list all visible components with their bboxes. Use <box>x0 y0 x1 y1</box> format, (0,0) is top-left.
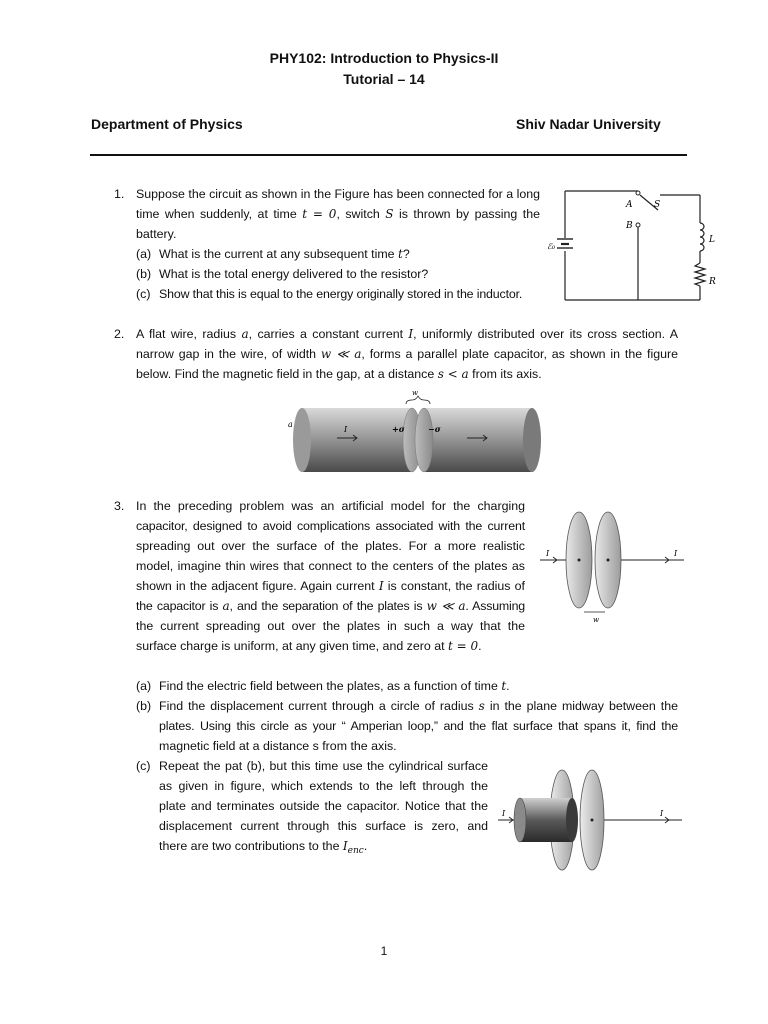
q3b-line: magnetic field at a distance s from the axis. <box>159 739 397 753</box>
q3a-label: (a) <box>136 679 152 693</box>
q3-fig-label-i-left: I <box>546 549 550 558</box>
q3c-text <box>159 756 488 861</box>
q1a-text: What is the current at any subsequent time t? <box>159 247 410 261</box>
q1b-label: (b) <box>136 267 152 281</box>
q1-fig-label-s: S <box>654 200 661 210</box>
q1-line: battery. <box>136 227 177 241</box>
q1-fig-label-a: A <box>626 200 633 210</box>
q3c-label: (c) <box>136 759 151 773</box>
q3-line: surface charge is uniform, at any given time, and zero at t = 0. <box>136 639 482 653</box>
q3a-text: Find the electric field between the plates, as a function of time t. <box>159 679 510 693</box>
q2-fig-label-w: w <box>412 389 418 397</box>
q2-number: 2. <box>114 327 125 341</box>
page-number: 1 <box>380 944 388 958</box>
q1b-text: What is the total energy delivered to the resistor? <box>159 267 429 281</box>
q2-wire-gap-figure <box>282 388 542 476</box>
q1-fig-label-l: L <box>709 235 715 245</box>
q2-fig-label-i: I <box>344 425 348 434</box>
q3c-cylinder-figure <box>494 764 684 874</box>
q3-fig-label-w: w <box>593 616 599 624</box>
q3c-line: plate and terminates outside the capacitor. Notice that the <box>159 799 488 813</box>
q3b-line: plates. Using this circle as your “ Amperian loop,” and the flat surface that spans it, find the <box>159 719 678 733</box>
q3-line: the capacitor is a, and the separation of the plates is w ≪ a. Assuming <box>136 599 525 613</box>
q3b-line: Find the displacement current through a circle of radius s in the plane midway between the <box>159 699 678 713</box>
q3c-line: there are two contributions to the $I_{enc}$. <box>159 839 368 856</box>
q3-stem <box>136 496 525 656</box>
q1a-label: (a) <box>136 247 152 261</box>
q3-line: In the preceding problem was an artificial model for the charging <box>136 499 525 513</box>
header-rule <box>90 154 687 156</box>
q3c-line: displacement current through this surface is zero, and <box>159 819 488 833</box>
q3c-line: as given in figure, which extends to the left through the <box>159 779 488 793</box>
q3-line: capacitor, designed to avoid complications associated with the current <box>136 519 525 533</box>
q3c-fig-label-i-left: I <box>502 809 506 818</box>
q1-fig-label-b: B <box>626 221 633 231</box>
q1-line: time when suddenly, at time t = 0, switch S is thrown by passing the <box>136 207 541 221</box>
q2-fig-label-a: a <box>288 420 293 429</box>
q1-fig-label-r: R <box>709 277 716 287</box>
q3-line: model, imagine thin wires that connect to the centers of the plates as <box>136 559 525 573</box>
q2-line: A flat wire, radius a, carries a constant current I, uniformly distributed over its cross section. A <box>136 327 678 341</box>
course-title: PHY102: Introduction to Physics-II <box>269 50 499 66</box>
university-name: Shiv Nadar University <box>516 116 661 132</box>
q3c-fig-label-i-right: I <box>660 809 664 818</box>
q3-number: 3. <box>114 499 125 513</box>
q3b-label: (b) <box>136 699 152 713</box>
tutorial-title: Tutorial – 14 <box>343 71 425 87</box>
q3-fig-label-i-right: I <box>674 549 678 558</box>
q1-fig-label-emf: ℰ₀ <box>547 242 556 251</box>
q2-fig-label-plus: +σ <box>392 424 405 434</box>
q1c-label: (c) <box>136 287 151 301</box>
q1c-text: Show that this is equal to the energy originally stored in the inductor. <box>159 287 523 301</box>
q3-line: the current spreading out over the plates in such a way that the <box>136 619 525 633</box>
department-name: Department of Physics <box>91 116 243 132</box>
q3-line: spreading out over the surface of the plates. For a more realistic <box>136 539 525 553</box>
q2-stem <box>136 324 678 384</box>
q3-capacitor-figure <box>536 508 686 626</box>
q2-line: below. Find the magnetic field in the gap, at a distance s < a from its axis. <box>136 367 542 381</box>
q3b-text <box>159 696 678 756</box>
q1-stem <box>136 184 540 244</box>
q1-line: Suppose the circuit as shown in the Figure has been connected for a long <box>136 187 540 201</box>
q3c-line: Repeat the pat (b), but this time use the cylindrical surface <box>159 759 488 773</box>
q2-fig-label-minus: −σ <box>428 424 441 434</box>
q1-circuit-figure <box>540 183 718 305</box>
q2-line: narrow gap in the wire, of width w ≪ a, forms a parallel plate capacitor, as shown in the figure <box>136 347 678 361</box>
q1-number: 1. <box>114 187 125 201</box>
q3-line: shown in the adjacent figure. Again current I is constant, the radius of <box>136 579 526 593</box>
